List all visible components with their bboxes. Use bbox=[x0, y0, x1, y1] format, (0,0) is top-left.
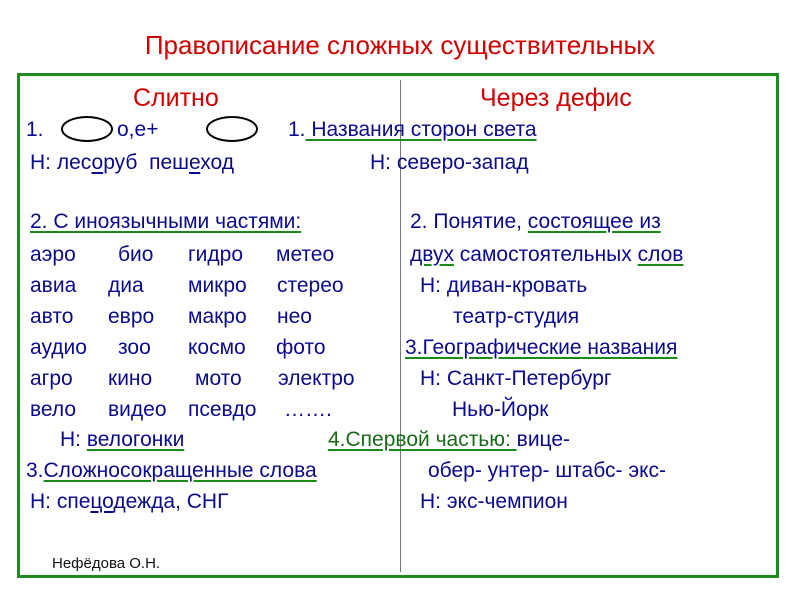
left-heading: Слитно bbox=[133, 84, 219, 112]
prefix-cell: макро bbox=[188, 305, 247, 328]
prefix-cell: аэро bbox=[30, 243, 76, 266]
right-item4: 4.Спервой частью: вице- bbox=[328, 428, 571, 451]
prefix-cell: евро bbox=[108, 305, 155, 328]
right-item1: 1. Названия сторон света bbox=[288, 118, 537, 141]
right-example-1: Н: северо-запад bbox=[370, 151, 529, 174]
left-item3: 3.Сложносокращенные слова bbox=[26, 459, 317, 482]
prefix-cell: метео bbox=[276, 243, 335, 266]
left-item1-number: 1. bbox=[26, 118, 44, 141]
example-word: велогонки bbox=[86, 428, 185, 451]
prefix-cell: фото bbox=[276, 336, 326, 359]
connecting-vowel: о bbox=[91, 151, 104, 174]
prefix-cell: авто bbox=[30, 305, 74, 328]
left-example-3: Н: спецодежда, СНГ bbox=[30, 490, 229, 513]
prefix-cell: авиа bbox=[30, 274, 77, 297]
left-example-1: Н: лесоруб пешеход bbox=[30, 151, 234, 174]
oval-blank-2 bbox=[206, 116, 258, 142]
abbrev-part: цо bbox=[90, 490, 114, 513]
prefix-cell: гидро bbox=[188, 243, 244, 266]
prefix-cell: кино bbox=[108, 367, 153, 390]
right-example-3b: Нью-Йорк bbox=[452, 398, 549, 421]
right-example-2b: театр-студия bbox=[453, 305, 580, 328]
prefix-cell: агро bbox=[30, 367, 73, 390]
oval-blank-1 bbox=[61, 116, 113, 142]
prefix-cell: нео bbox=[277, 305, 312, 328]
prefix-cell: ……. bbox=[284, 398, 332, 421]
prefix-cell: микро bbox=[188, 274, 247, 297]
right-item4-words: обер- унтер- штабс- экс- bbox=[428, 459, 666, 482]
right-example-2a: Н: диван-кровать bbox=[420, 274, 588, 297]
prefix-cell: видео bbox=[108, 398, 167, 421]
prefix-cell: вело bbox=[30, 398, 77, 421]
prefix-cell: аудио bbox=[30, 336, 87, 359]
prefix-cell: космо bbox=[188, 336, 246, 359]
prefix-cell: био bbox=[118, 243, 154, 266]
prefix-cell: псевдо bbox=[188, 398, 257, 421]
right-heading: Через дефис bbox=[480, 84, 632, 112]
left-example-2: Н: велогонки bbox=[60, 428, 185, 451]
prefix-cell: мото bbox=[195, 367, 242, 390]
right-item2-line2: двух самостоятельных слов bbox=[410, 243, 684, 266]
right-example-3a: Н: Санкт-Петербург bbox=[420, 367, 612, 390]
prefix-cell: электро bbox=[278, 367, 355, 390]
prefix-cell: стерео bbox=[277, 274, 344, 297]
prefix-cell: диа bbox=[108, 274, 144, 297]
prefix-cell: зоо bbox=[118, 336, 151, 359]
connecting-vowel: е bbox=[189, 151, 201, 174]
page-title: Правописание сложных существительных bbox=[144, 30, 656, 60]
left-item2: 2. С иноязычными частями: bbox=[30, 210, 302, 233]
left-item1-text: о,е+ bbox=[117, 118, 159, 141]
right-item2-line1: 2. Понятие, состоящее из bbox=[410, 210, 661, 233]
right-example-4: Н: экс-чемпион bbox=[420, 490, 568, 513]
author-credit: Нефёдова О.Н. bbox=[52, 555, 161, 572]
right-item3: 3.Географические названия bbox=[405, 336, 678, 359]
